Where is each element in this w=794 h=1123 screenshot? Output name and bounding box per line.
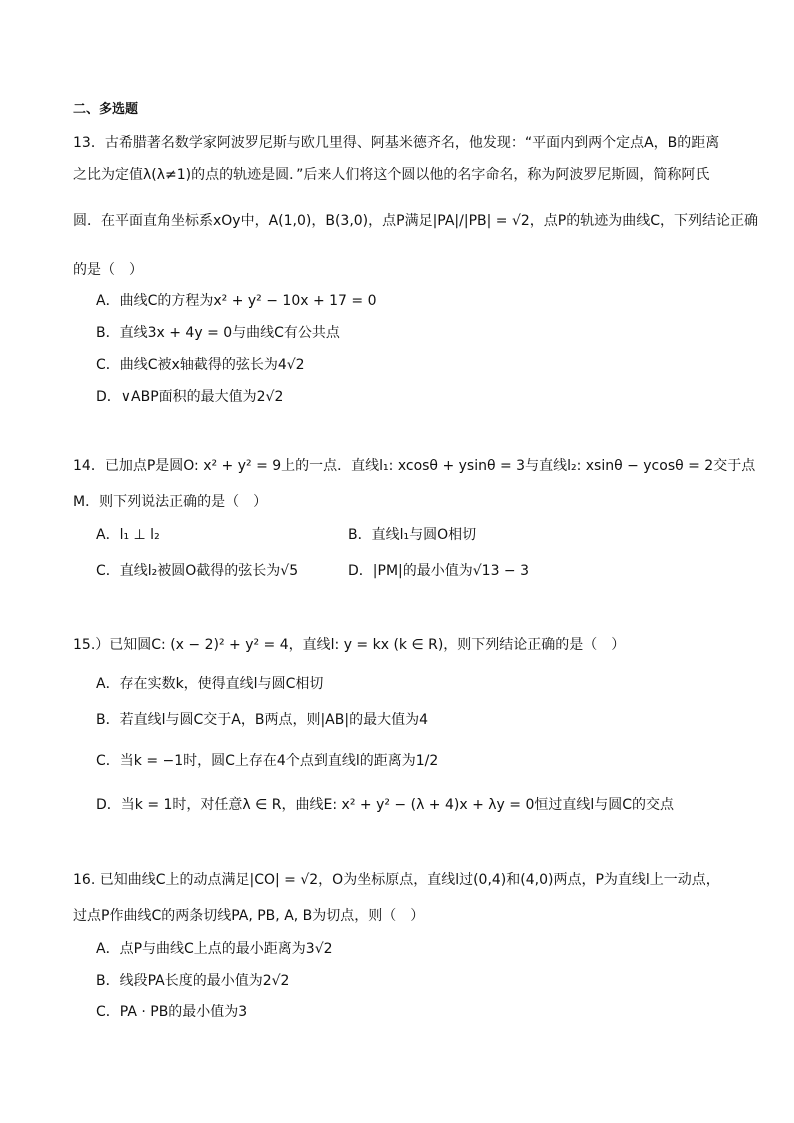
q14-option-a: A．l₁ ⊥ l₂ xyxy=(96,527,160,543)
q15-option-c: C．当k = −1时，圆C上存在4个点到直线l的距离为1/2 xyxy=(96,753,439,769)
q15-stem-line-1: 15.）已知圆C: (x − 2)² + y² = 4，直线l: y = kx (k ∈ R)，则下列结论正确的是（ ） xyxy=(73,637,626,653)
q15-option-d: D．当k = 1时，对任意λ ∈ R，曲线E: x² + y² − (λ + 4)x + λy = 0恒过直线l与圆C的交点 xyxy=(96,797,675,813)
q13-option-b: B．直线3x + 4y = 0与曲线C有公共点 xyxy=(96,325,340,341)
q16-stem-line-2: 过点P作曲线C的两条切线PA, PB, A, B为切点，则（ ） xyxy=(73,908,425,924)
q14-stem-line-2: M．则下列说法正确的是（ ） xyxy=(73,494,268,510)
q13-stem-line-4: 的是（ ） xyxy=(73,262,143,278)
section-title: 二、多选题 xyxy=(73,102,139,117)
q13-option-c: C．曲线C被x轴截得的弦长为4√2 xyxy=(96,357,305,373)
q15-option-a: A．存在实数k，使得直线l与圆C相切 xyxy=(96,676,324,692)
q14-option-c: C．直线l₂被圆O截得的弦长为√5 xyxy=(96,563,299,579)
q14-option-b: B．直线l₁与圆O相切 xyxy=(348,527,477,543)
q14-stem-line-1: 14．已加点P是圆O: x² + y² = 9上的一点．直线l₁: xcosθ + ysinθ = 3与直线l₂: xsinθ − ycosθ = 2交于点 xyxy=(73,458,756,474)
q16-stem-line-1: 16. 已知曲线C上的动点满足|CO| = √2，O为坐标原点，直线l过(0,4)和(4,0)两点，P为直线l上一动点， xyxy=(73,872,720,888)
q16-option-a: A．点P与曲线C上点的最小距离为3√2 xyxy=(96,941,333,957)
q13-stem-line-3: 圆．在平面直角坐标系xOy中，A(1,0)，B(3,0)，点P满足|PA|/|PB| = √2，点P的轨迹为曲线C，下列结论正确 xyxy=(73,213,759,229)
q13-option-a: A．曲线C的方程为x² + y² − 10x + 17 = 0 xyxy=(96,293,377,309)
q13-stem-line-2: 之比为定值λ(λ≠1)的点的轨迹是圆．”后来人们将这个圆以他的名字命名，称为阿波罗尼斯圆，简称阿氏 xyxy=(73,167,710,183)
q16-option-c: C．PA · PB的最小值为3 xyxy=(96,1004,248,1020)
q16-option-b: B．线段PA长度的最小值为2√2 xyxy=(96,973,290,989)
q14-option-d: D．|PM|的最小值为√13 − 3 xyxy=(348,563,530,579)
q13-option-d: D．∨ABP面积的最大值为2√2 xyxy=(96,389,284,405)
q13-stem-line-1: 13．古希腊著名数学家阿波罗尼斯与欧几里得、阿基米德齐名，他发现：“平面内到两个定点A，B的距离 xyxy=(73,135,720,151)
q15-option-b: B．若直线l与圆C交于A，B两点，则|AB|的最大值为4 xyxy=(96,712,428,728)
